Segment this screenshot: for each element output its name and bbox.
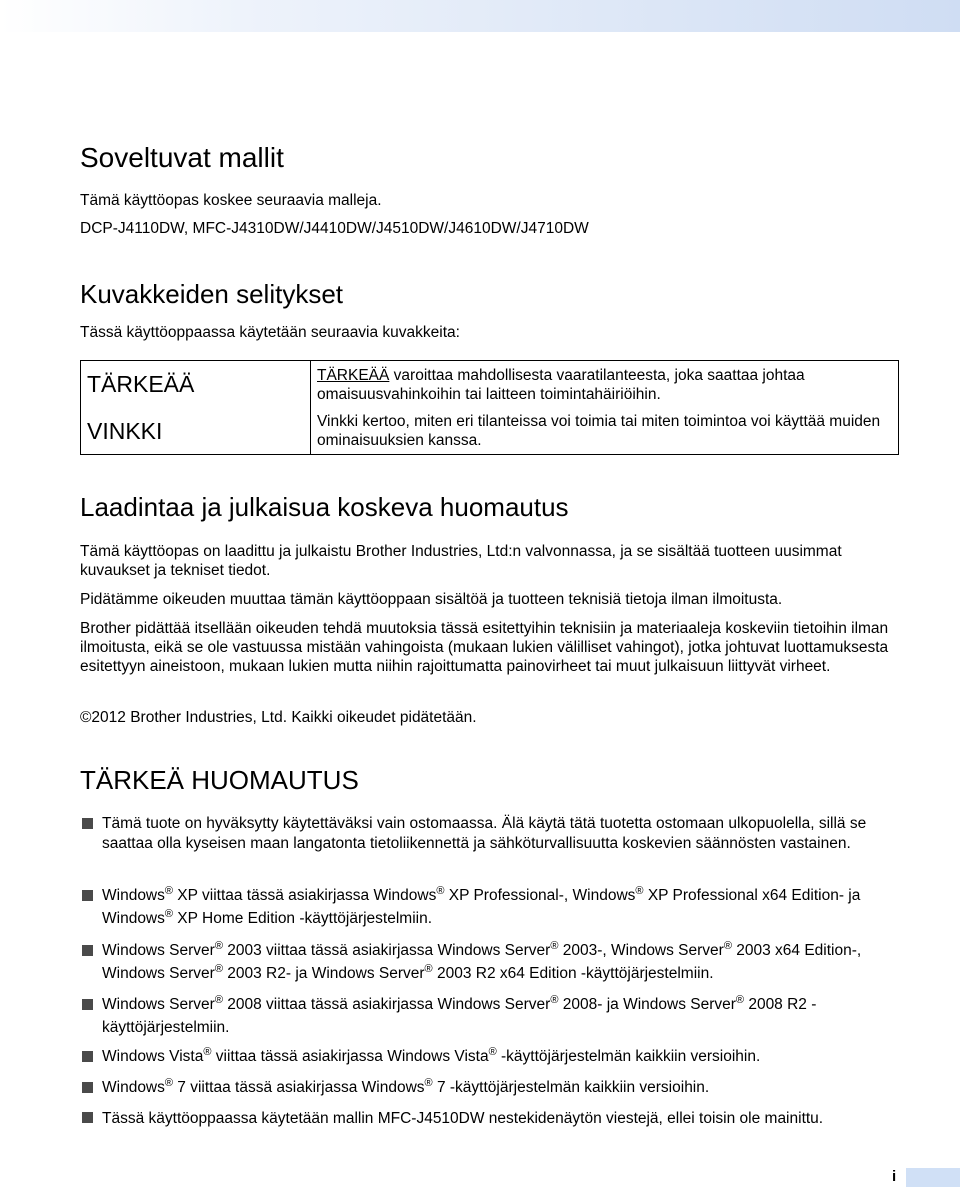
notice-text-2b: XP viittaa tässä asiakirjassa Windows bbox=[173, 887, 437, 904]
registered-mark: ® bbox=[424, 963, 433, 975]
registered-mark: ® bbox=[550, 940, 559, 952]
registered-mark: ® bbox=[164, 1077, 173, 1089]
notice-text-4a: Windows Server bbox=[102, 996, 215, 1013]
notice-text-3d: 2003 x64 Edition-, Windows Server bbox=[102, 942, 862, 982]
registered-mark: ® bbox=[488, 1046, 497, 1058]
notice-text-2e: XP Home Edition -käyttöjärjestelmiin. bbox=[173, 910, 433, 927]
icon-desc-tip: Vinkki kertoo, miten eri tilanteissa voi toimia tai miten toimintoa voi käyttää muiden ominaisuuksien kanssa. bbox=[311, 409, 899, 455]
registered-mark: ® bbox=[214, 940, 223, 952]
notice-text-3e: 2003 R2- ja Windows Server bbox=[222, 965, 425, 982]
list-item bbox=[80, 939, 900, 985]
notice-text-6b: 7 viittaa tässä asiakirjassa Windows bbox=[173, 1079, 425, 1096]
icon-row-important bbox=[81, 361, 899, 409]
notice-text-5a: Windows Vista bbox=[102, 1048, 204, 1065]
list-item bbox=[80, 1046, 900, 1067]
compilation-p1: Tämä käyttöopas on laadittu ja julkaistu Brother Industries, Ltd:n valvonnassa, ja se sisältää tuotteen uusimmat kuvaukset ja tekniset tiedot. bbox=[80, 543, 842, 579]
notice-text-4b: 2008 viittaa tässä asiakirjassa Windows Server bbox=[222, 996, 551, 1013]
notice-text-5b: viittaa tässä asiakirjassa Windows Vista bbox=[211, 1048, 489, 1065]
square-bullet-icon bbox=[82, 999, 93, 1010]
registered-mark: ® bbox=[735, 994, 745, 1006]
list-item bbox=[80, 1108, 900, 1129]
notice-text-3b: 2003 viittaa tässä asiakirjassa Windows Server bbox=[222, 942, 551, 959]
list-item bbox=[80, 993, 900, 1039]
section-title-notice: TÄRKEÄ HUOMAUTUS bbox=[80, 765, 359, 795]
registered-mark: ® bbox=[424, 1077, 433, 1089]
notice-text-6c: 7 -käyttöjärjestelmän kaikkiin versioihin. bbox=[432, 1079, 710, 1096]
page-tab bbox=[906, 1168, 960, 1187]
notice-text-3f: 2003 R2 x64 Edition -käyttöjärjestelmiin. bbox=[432, 965, 714, 982]
section-title-models: Soveltuvat mallit bbox=[80, 142, 284, 173]
icon-row-tip bbox=[81, 409, 899, 455]
notice-text-2a: Windows bbox=[102, 887, 165, 904]
models-list: DCP-J4110DW, MFC-J4310DW/J4410DW/J4510DW/J4610DW/J4710DW bbox=[80, 220, 589, 237]
notice-text-3a: Windows Server bbox=[102, 942, 215, 959]
models-intro: Tämä käyttöopas koskee seuraavia malleja. bbox=[80, 192, 382, 209]
header-band bbox=[0, 0, 960, 32]
important-term: TÄRKEÄÄ bbox=[317, 366, 390, 384]
notice-text-4d: 2008 R2 - käyttöjärjestelmiin. bbox=[102, 996, 817, 1036]
section-title-icons: Kuvakkeiden selitykset bbox=[80, 279, 344, 309]
notice-text-7: Tässä käyttöoppaassa käytetään mallin MFC-J4510DW nestekidenäytön viestejä, ellei toisin ole mainittu. bbox=[102, 1110, 824, 1127]
square-bullet-icon bbox=[82, 1082, 93, 1093]
notice-text-3c: 2003-, Windows Server bbox=[558, 942, 724, 959]
registered-mark: ® bbox=[550, 994, 559, 1006]
square-bullet-icon bbox=[82, 945, 93, 956]
copyright-text: ©2012 Brother Industries, Ltd. Kaikki oikeudet pidätetään. bbox=[80, 709, 477, 726]
icon-desc-important bbox=[311, 361, 899, 409]
page-number: i bbox=[892, 1168, 897, 1185]
list-item bbox=[80, 884, 900, 930]
icon-legend-table bbox=[80, 360, 899, 455]
section-title-compilation: Laadintaa ja julkaisua koskeva huomautus bbox=[80, 492, 569, 522]
icon-label-tip: VINKKI bbox=[81, 409, 311, 455]
registered-mark: ® bbox=[635, 885, 644, 897]
square-bullet-icon bbox=[82, 1112, 93, 1123]
registered-mark: ® bbox=[214, 994, 223, 1006]
notice-text-5c: -käyttöjärjestelmän kaikkiin versioihin. bbox=[496, 1048, 761, 1065]
icon-label-important: TÄRKEÄÄ bbox=[81, 361, 311, 409]
square-bullet-icon bbox=[82, 890, 93, 901]
list-item bbox=[80, 814, 900, 854]
compilation-p3: Brother pidättää itsellään oikeuden tehdä muutoksia tässä esitettyihin teknisiin ja materiaaleja koskeviin tietoihin ilman ilmoitusta, eikä se ole vastuussa mistään vahingoista (mukaan lukien välilliset vahingot), jotka johtuvat luottamuksesta esitettyyn aineistoon, mukaan lukien mutta niihin rajoittumatta painovirheet tai muut julkaisuun liittyvät virheet. bbox=[80, 620, 889, 675]
square-bullet-icon bbox=[82, 818, 93, 829]
list-item bbox=[80, 1077, 900, 1098]
notice-text-2c: XP Professional-, Windows bbox=[444, 887, 636, 904]
square-bullet-icon bbox=[82, 1051, 93, 1062]
notice-text-6a: Windows bbox=[102, 1079, 165, 1096]
notice-text-2d: XP Professional x64 Edition- ja Windows bbox=[102, 887, 861, 927]
notice-text-4c: 2008- ja Windows Server bbox=[558, 996, 736, 1013]
registered-mark: ® bbox=[436, 885, 445, 897]
registered-mark: ® bbox=[214, 963, 223, 975]
compilation-p2: Pidätämme oikeuden muuttaa tämän käyttöoppaan sisältöä ja tuotteen teknisiä tietoja ilman ilmoitusta. bbox=[80, 591, 783, 608]
important-desc-text: varoittaa mahdollisesta vaaratilanteesta, joka saattaa johtaa omaisuusvahinkoihin tai laitteen toimintahäiriöihin. bbox=[317, 366, 805, 403]
icons-intro: Tässä käyttöoppaassa käytetään seuraavia kuvakkeita: bbox=[80, 324, 460, 341]
registered-mark: ® bbox=[203, 1046, 212, 1058]
registered-mark: ® bbox=[164, 908, 173, 920]
registered-mark: ® bbox=[723, 940, 732, 952]
registered-mark: ® bbox=[164, 885, 173, 897]
notice-text-1: Tämä tuote on hyväksytty käytettäväksi vain ostomaassa. Älä käytä tätä tuotetta ostomaan ulkopuolella, sillä se saattaa olla kyseisen maan langatonta tietoliikennettä ja sähköturvallisuutta koskevien säännösten vastainen. bbox=[102, 815, 867, 852]
